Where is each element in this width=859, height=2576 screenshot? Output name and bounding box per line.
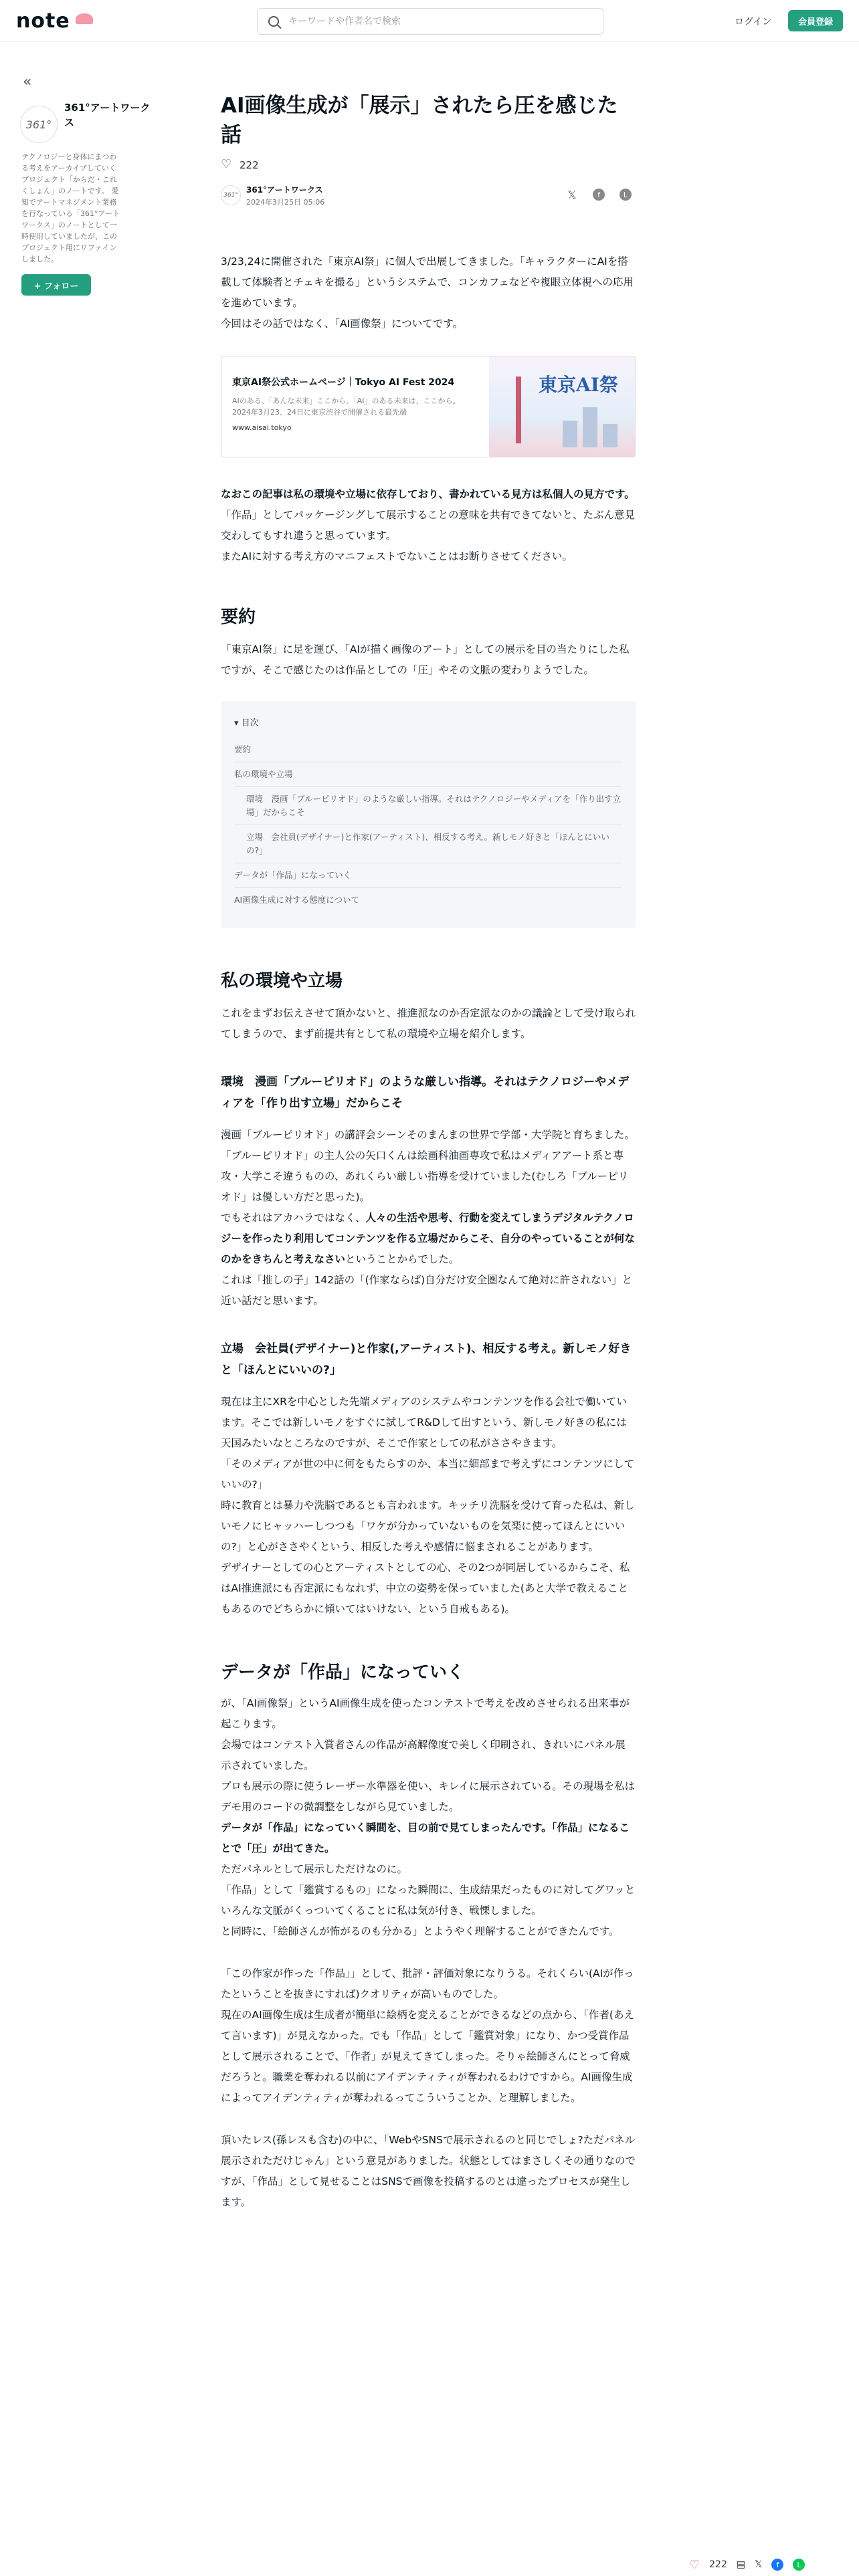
body-paragraph: 漫画「ブルーピリオド」の講評会シーンそのまんまの世界で学部・大学院と育ちました。「ブルーピリオド」の主人公の矢口くんは絵画科油画専攻で私はメディアアート系と専攻・大学こそ違うものの、あれくらい厳しい指導を受けていました(むしろ「ブルーピリオド」は優しい方だと思った)。 (221, 1129, 635, 1203)
toc-item[interactable]: データが「作品」になっていく (234, 863, 622, 888)
body-paragraph: プロも展示の際に使うレーザー水準器を使い、キレイに展示されている。その現場を私はデモ用のコードの微調整をしながら見ていました。 (221, 1780, 636, 1813)
thumbnail-title: 東京AI祭 (539, 374, 618, 396)
body-paragraph: 現在は主にXRを中心とした先端メディアのシステムやコンテンツを作る会社で働いています。そこでは新しいモノをすぐに試してR&Dして出すという、新しモノ好きの私には天国みたいなところなのですが、そこで作家としての私がささやきます。 (221, 1396, 627, 1449)
building-shape (583, 407, 597, 447)
footer-like-count: 222 (709, 2559, 727, 2570)
line-share-icon[interactable]: L (793, 2559, 805, 2571)
subsection-heading: 環境 漫画「ブルーピリオド」のような厳しい指導。それはテクノロジーやメディアを「作り出す立場」だからこそ (221, 1075, 630, 1110)
line-share-icon[interactable]: L (619, 189, 632, 201)
section-body (221, 1693, 636, 1942)
subsection-body (221, 1392, 636, 1620)
creator-description: テクノロジーと身体にまつわる考えをアーカイブしていくプロジェクト「からだ・これくしょん」のノートです。 愛知でアートマネジメント業務を行なっている「361°アートワークス」のノートとして一時使用していましたが、このプロジェクト用にリファインしました。 (21, 152, 120, 263)
tower-shape (516, 377, 521, 443)
intro-section (221, 251, 636, 334)
follow-button[interactable]: + フォロー (21, 274, 91, 296)
search-input[interactable] (288, 16, 583, 27)
logo-text: note (16, 9, 70, 33)
intro-paragraph: 3/23,24に開催された「東京AI祭」に個人で出展してきました。「キャラクターにAIを搭載して体験者とチェキを撮る」というシステムで、コンカフェなどや複眼立体視への応用を進めています。 (221, 255, 634, 309)
login-link[interactable]: ログイン (735, 17, 772, 27)
disclaimer-paragraph: なおこの記事は私の環境や立場に依存しており、書かれている見方は私個人の見方です。「作品」としてパッケージングして展示することの意味を共有できてないと、たぶん意見交わしてもすれ違うと思っています。 (221, 488, 635, 542)
body-paragraph: 現在のAI画像生成は生成者が簡単に絵柄を変えることができるなどの点から、「作者(あえて言います)」が見えなかった。でも「作品」として「鑑賞対象」になり、かつ受賞作品として展示されることで、「作者」が見えてきてしまった。そりゃ絵師さんにとって脅威だろうと。職業を奪われる以前にアイデンティティが奪われるわけですから。AI画像生成によってアイデンティティが奪われるってこういうことか、と理解しました。 (221, 2009, 634, 2104)
section-body (221, 1963, 636, 2109)
toc-item[interactable]: 立場 会社員(デザイナー)と作家(アーティスト)、相反する考え。新しモノ好きと「ほんとにいいの?」 (234, 825, 622, 863)
body-paragraph: が、「AI画像祭」というAI画像生成を使ったコンテストで考えを改めさせられる出来事が起こります。 (221, 1697, 630, 1730)
collapse-sidebar-icon[interactable]: « (23, 74, 32, 90)
search-icon (268, 16, 279, 27)
body-paragraph: 「作品」として「鑑賞するもの」になった瞬間に、生成結果だったものに対してグワッといろんな文脈がくっついてくることに私は気が付き、戦慄しました。 (221, 1884, 636, 1917)
heart-icon[interactable] (221, 160, 231, 170)
share-icons (566, 189, 632, 201)
intro-paragraph: 今回はその話ではなく、「AI画像祭」についてです。 (221, 318, 464, 330)
article-body (221, 91, 636, 2213)
likes-row (221, 159, 636, 171)
body-paragraph: これは「推しの子」142話の「(作家ならば)自分だけ安全圏なんて絶対に許されない」と近い話だと思います。 (221, 1274, 633, 1307)
body-paragraph: データが「作品」になっていく瞬間を、目の前で見てしまったんです。「作品」になることで「圧」が出てきた。 (221, 1822, 630, 1854)
signup-button[interactable]: 会員登録 (788, 10, 843, 31)
section-text: これをまずお伝えさせて頂かないと、推進派なのか否定派なのかの議論として受け取られてしまうので、まず前提共有として私の環境や立場を紹介します。 (221, 1007, 636, 1040)
subsection-body (221, 1125, 636, 1311)
embed-description: AIのある、「あんな未来」ここから。「AI」のある未来は、ここから。2024年3月23、24日に東京渋谷で開催される最先端 (232, 397, 460, 417)
toc-item[interactable]: 環境 漫画「ブルーピリオド」のような厳しい指導。それはテクノロジーやメディアを「作り出す立場」だからこそ (234, 787, 622, 825)
body-paragraph: デザイナーとしての心とアーティストとしての心、その2つが同居しているからこそ、私はAI推進派にも否定派にもなれず、中立の姿勢を保っていました(あと大学で教えることもあるのでどちらかに傾いてはいけない、という自戒もある)。 (221, 1562, 630, 1615)
top-header (0, 0, 859, 41)
body-paragraph: でもそれはアカハラではなく、人々の生活や思考、行動を変えてしまうデジタルテクノロジーを作ったり利用してコンテンツを作る立場だからこそ、自分のやっていることが何なのかをきちんと考えなさいということからでした。 (221, 1212, 635, 1265)
toc-toggle[interactable]: ▾ 目次 (234, 718, 259, 728)
summary-heading: 要約 (221, 607, 256, 627)
like-count: 222 (240, 159, 259, 171)
search-box[interactable] (257, 8, 603, 35)
link-embed-card[interactable] (221, 356, 636, 457)
author-name[interactable]: 361°アートワークス (246, 185, 323, 195)
body-paragraph: 時に教育とは暴力や洗脳であるとも言われます。キッチリ洗脳を受けて育った私は、新しいモノにヒャッハーしつつも「ワケが分かっていないものを気楽に使ってほんとにいいの?」と心がささやくという、相反した考えや感情に悩まされることがあります。 (221, 1499, 635, 1553)
section-heading: 私の環境や立場 (221, 971, 343, 991)
building-shape (603, 424, 617, 447)
section-heading: データが「作品」になっていく (221, 1662, 465, 1683)
subsection-heading: 立場 会社員(デザイナー)と作家(,アーティスト)、相反する考え。新しモノ好きと「ほんとにいいの?」 (221, 1342, 632, 1377)
facebook-share-icon[interactable]: f (771, 2559, 783, 2571)
embed-text (221, 356, 489, 457)
disclaimer-section (221, 484, 636, 567)
body-paragraph: ただパネルとして展示しただけなのに。 (221, 1863, 408, 1875)
like-heart-icon[interactable]: ♡ (689, 2557, 700, 2572)
body-paragraph: と同時に、「絵師さんが怖がるのも分かる」とようやく理解することができたんです。 (221, 1925, 619, 1937)
creator-avatar[interactable]: 361° (20, 106, 58, 143)
x-share-icon[interactable]: 𝕏 (567, 188, 577, 201)
body-paragraph: 会場ではコンテスト入賞者さんの作品が高解像度で美しく印刷され、きれいにパネル展示されていました。 (221, 1739, 626, 1772)
logo-mark-icon (76, 13, 93, 24)
author-avatar[interactable]: 361° (221, 185, 241, 205)
embed-title: 東京AI祭公式ホームページ｜Tokyo AI Fest 2024 (232, 377, 455, 388)
building-shape (563, 421, 577, 447)
x-share-icon[interactable]: 𝕏 (755, 2559, 763, 2570)
embed-thumbnail (489, 356, 635, 457)
author-meta (246, 184, 324, 207)
embed-url: www.aisai.tokyo (232, 423, 292, 432)
magazine-icon[interactable]: ▤ (736, 2559, 746, 2570)
body-paragraph: 「この作家が作った「作品」」として、批評・評価対象になりうる。それくらい(AIが作ったということを抜きにすれば)クオリティが高いものでした。 (221, 1967, 634, 2000)
disclaimer-paragraph: またAIに対する考え方のマニフェストでないことはお断りさせてください。 (221, 550, 573, 562)
toc-item[interactable]: 私の環境や立場 (234, 762, 622, 787)
table-of-contents (221, 701, 636, 928)
toc-item[interactable]: AI画像生成に対する態度について (234, 895, 359, 905)
body-paragraph: 頂いたレス(孫レスも含む)の中に、「WebやSNSで展示されるのと同じでしょ?ただパネル展示されただけじゃん」という意見がありました。状態としてはまさしくその通りなのですが、「作品」として見せることはSNSで画像を投稿するのとは違ったプロセスが発生します。 (221, 2134, 636, 2208)
author-row (221, 183, 636, 207)
section-body (221, 2130, 636, 2213)
body-paragraph: 「そのメディアが世の中に何をもたらすのか、本当に細部まで考えずにコンテンツにしていいの?」 (221, 1458, 634, 1491)
article-title: AI画像生成が「展示」されたら圧を感じた話 (221, 94, 618, 147)
creator-name[interactable]: 361°アートワークス (64, 102, 151, 128)
floating-action-bar (689, 2553, 859, 2576)
publish-date: 2024年3月25日 05:06 (246, 197, 325, 207)
toc-item[interactable]: 要約 (234, 738, 622, 762)
note-logo[interactable] (16, 9, 93, 33)
facebook-share-icon[interactable]: f (593, 189, 605, 201)
summary-text: 「東京AI祭」に足を運び、「AIが描く画像のアート」としての展示を目の当たりにした私ですが、そこで感じたのは作品としての「圧」やその文脈の変わりようでした。 (221, 643, 630, 676)
